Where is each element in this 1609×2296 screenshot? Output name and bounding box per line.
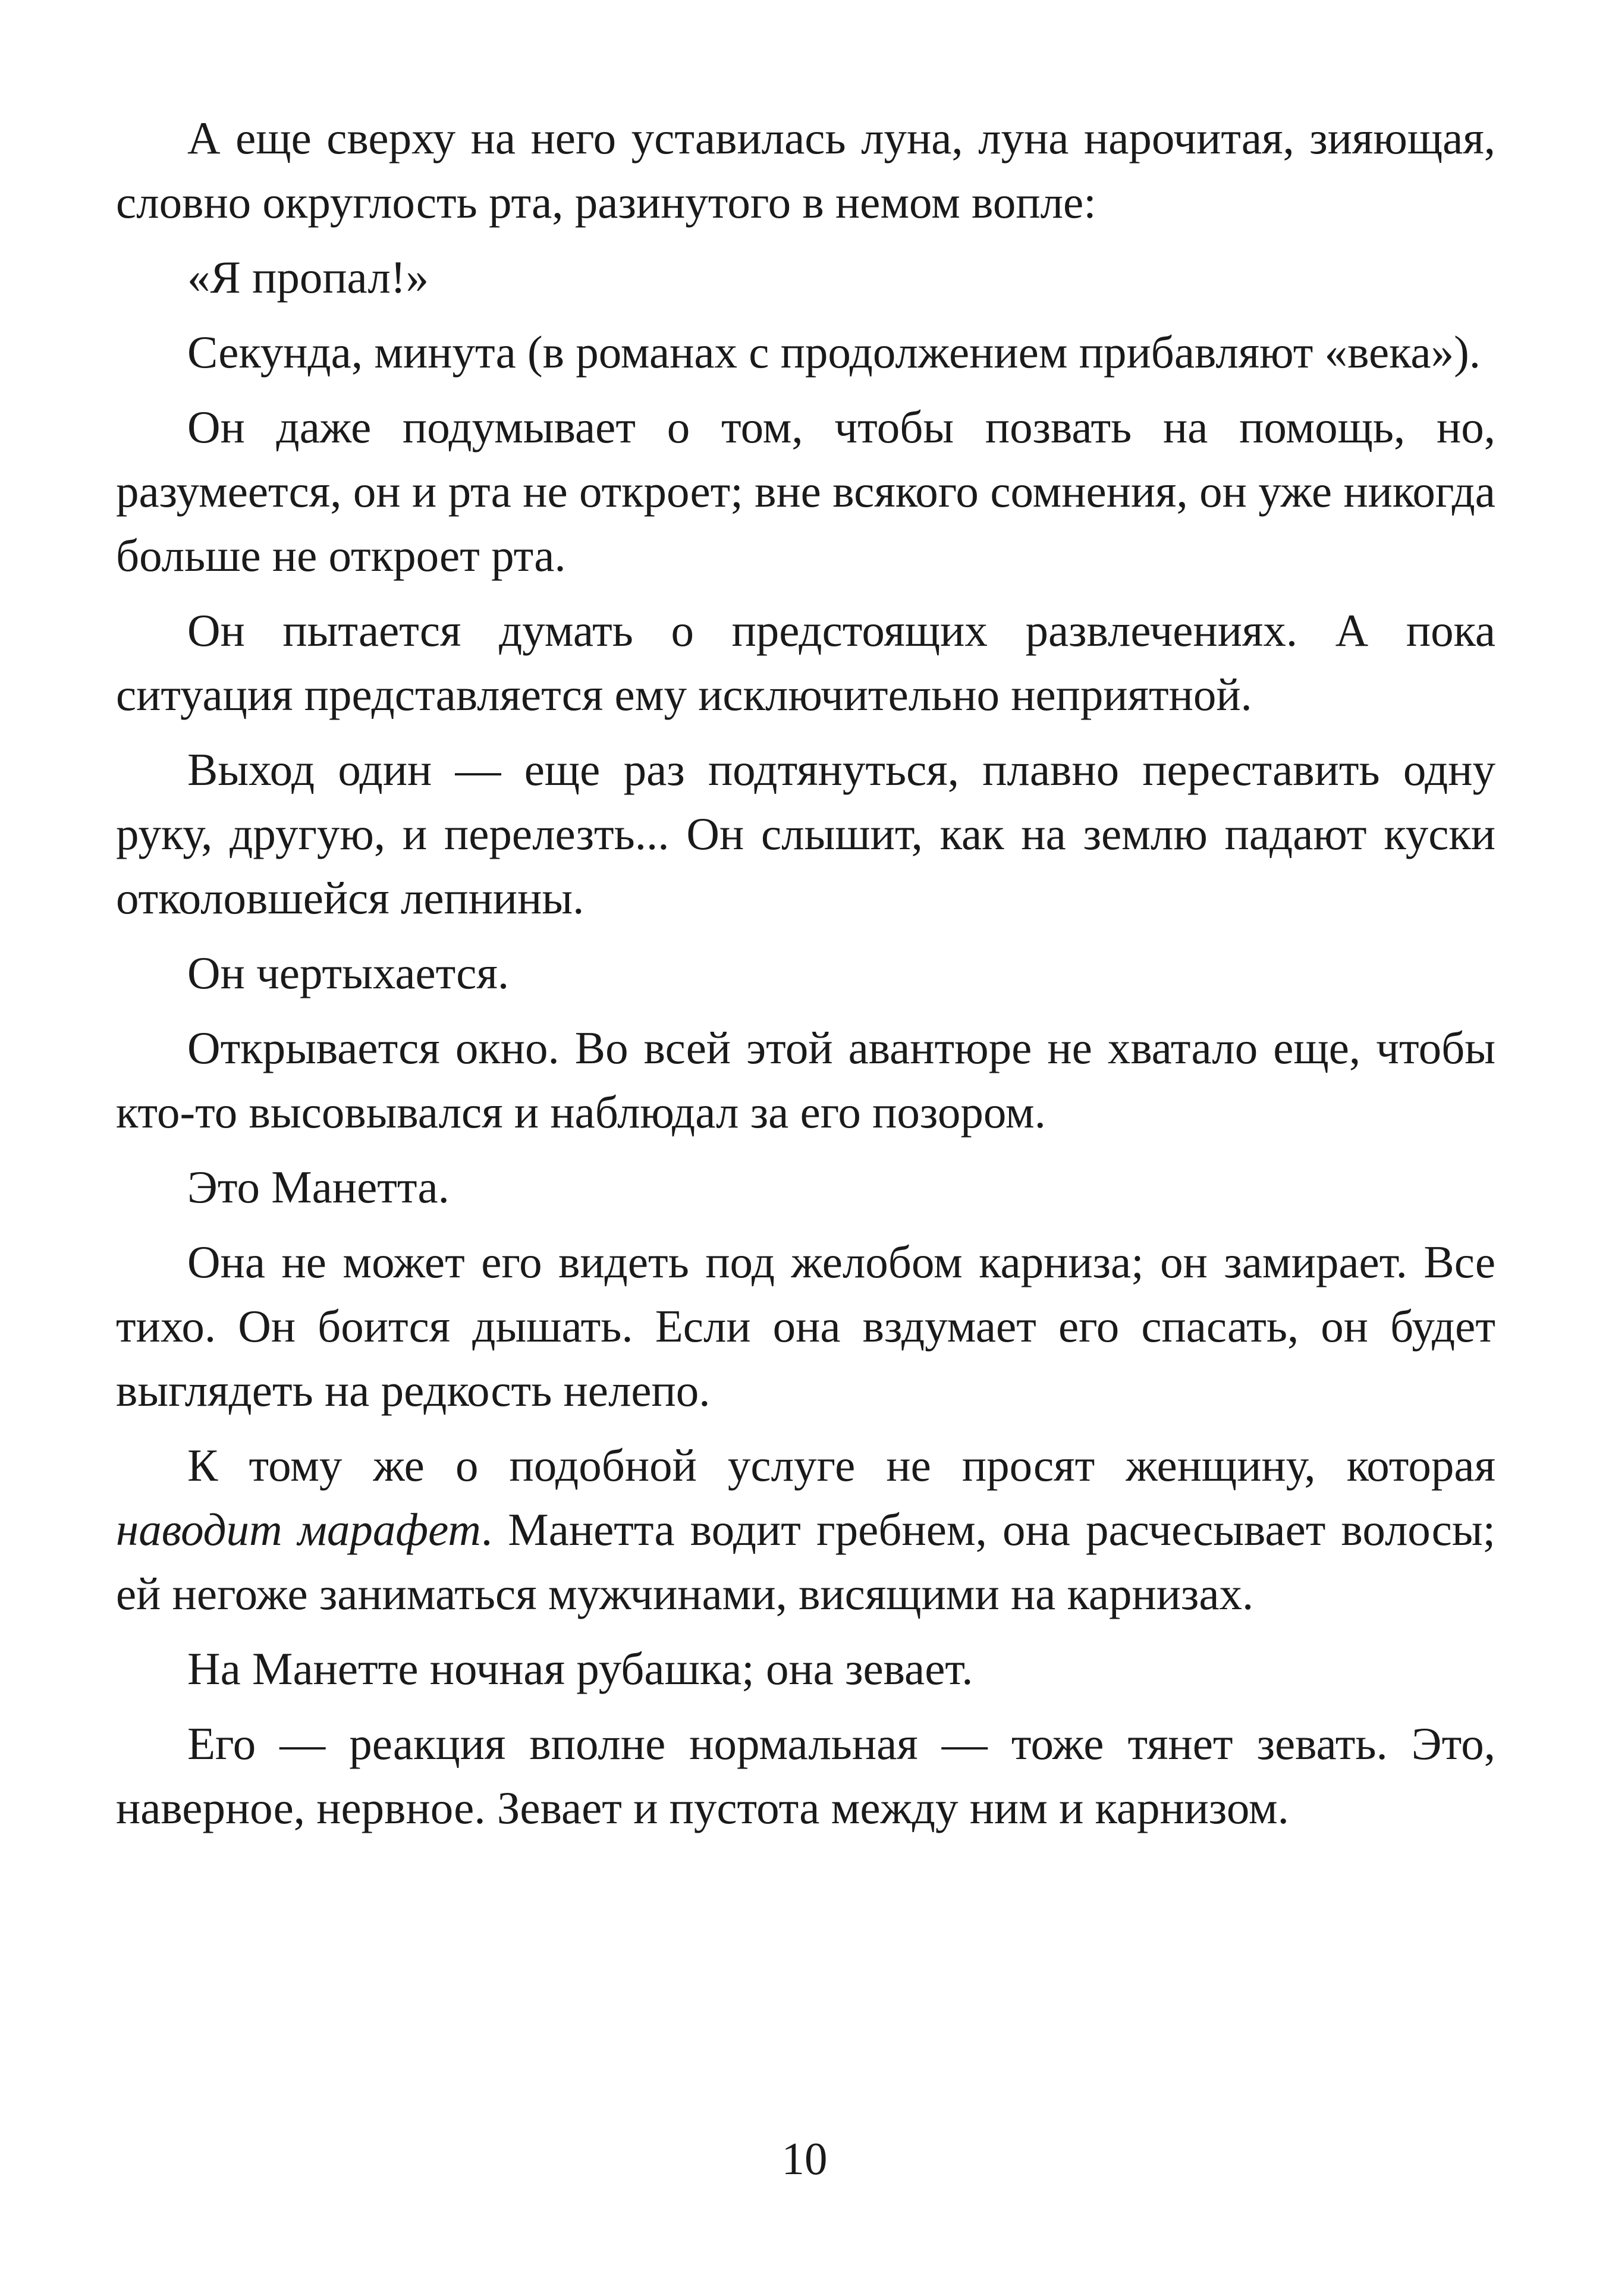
paragraph-text: «Я пропал!» — [187, 252, 429, 303]
paragraph-text: Открывается окно. Во всей этой авантюре не хватало еще, чтобы кто-то высовывался и наблюдал за его позором. — [116, 1022, 1495, 1138]
paragraph-text: К тому же о подобной услуге не просят женщину, которая — [187, 1440, 1495, 1491]
paragraph-text: Он чертыхается. — [187, 947, 510, 998]
paragraph — [116, 1016, 1495, 1144]
paragraph — [116, 106, 1495, 234]
paragraph — [116, 1155, 1495, 1219]
paragraph-text: . Манетта водит гребнем, она расчесывает волосы; ей негоже заниматься мужчинами, висящими на карнизах. — [116, 1504, 1495, 1619]
paragraph-text: Выход один — еще раз подтянуться, плавно переставить одну руку, другую, и перелезть... Он слышит, как на землю падают куски отколовшейся лепнины. — [116, 744, 1495, 924]
paragraph — [116, 395, 1495, 588]
italic-phrase: наводит марафет — [116, 1504, 481, 1555]
paragraph — [116, 320, 1495, 384]
paragraph — [116, 598, 1495, 727]
paragraph-text: А еще сверху на него уставилась луна, луна нарочитая, зияющая, словно округлость рта, разинутого в немом вопле: — [116, 112, 1495, 228]
paragraph-text: Это Манетта. — [187, 1161, 450, 1213]
paragraph — [116, 1433, 1495, 1626]
paragraph-text: Она не может его видеть под желобом карниза; он замирает. Все тихо. Он боится дышать. Если она вздумает его спасать, он будет выглядеть на редкость нелепо. — [116, 1236, 1495, 1416]
paragraph — [116, 1711, 1495, 1840]
paragraph — [116, 941, 1495, 1005]
paragraph-text: Он даже подумывает о том, чтобы позвать на помощь, но, разумеется, он и рта не откроет; вне всякого сомнения, он уже никогда больше не откроет рта. — [116, 401, 1495, 581]
paragraph-text: Его — реакция вполне нормальная — тоже тянет зевать. Это, наверное, нервное. Зевает и пустота между ним и карнизом. — [116, 1718, 1495, 1833]
paragraph-text: На Манетте ночная рубашка; она зевает. — [187, 1643, 973, 1694]
paragraph-text: Секунда, минута (в романах с продолжением прибавляют «века»). — [187, 326, 1481, 378]
paragraph — [116, 1637, 1495, 1701]
page-number: 10 — [781, 2133, 828, 2184]
paragraph — [116, 1230, 1495, 1422]
paragraph-text: Он пытается думать о предстоящих развлечениях. А пока ситуация представляется ему исключительно неприятной. — [116, 605, 1495, 720]
page-body — [116, 106, 1495, 2116]
paragraph — [116, 245, 1495, 309]
paragraph — [116, 737, 1495, 930]
